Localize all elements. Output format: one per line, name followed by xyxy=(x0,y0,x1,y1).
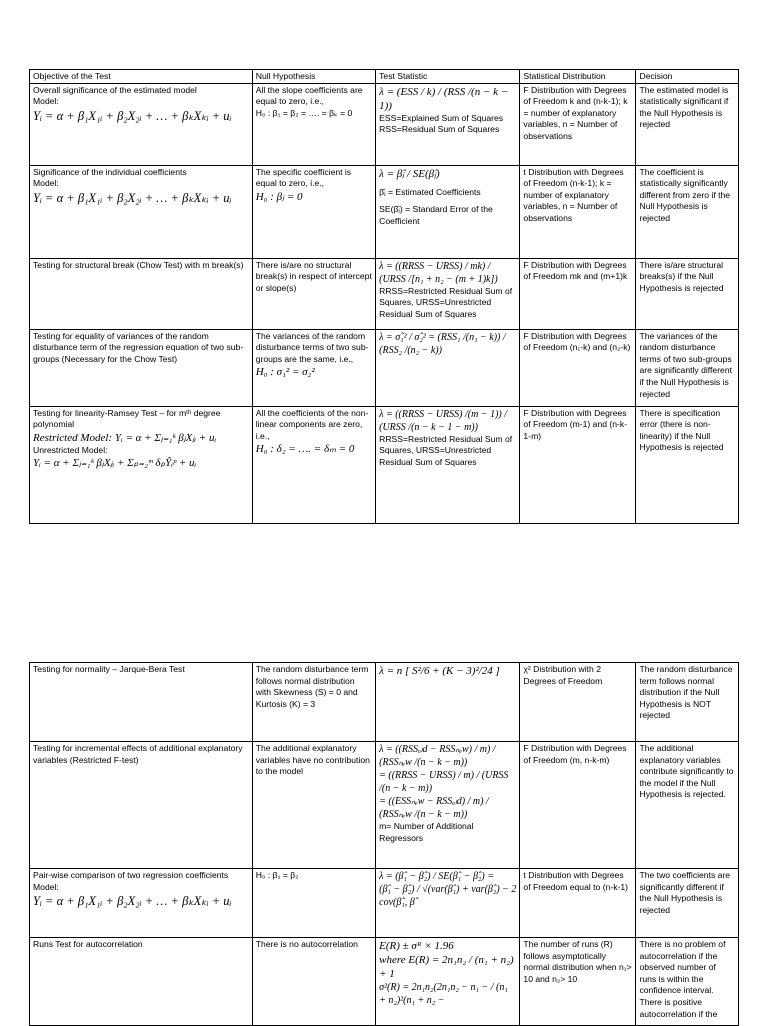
test-statistic-cell xyxy=(376,329,520,406)
distribution-cell: F Distribution with Degrees of Freedom (m-1) and (n-k-1-m) xyxy=(520,406,636,523)
statistic-formula: (β̂₁ − β̂₂) / √(var(β̂₁) + var(β̂₂) − 2 cov(β̂₁, β̂ xyxy=(379,884,519,908)
table-row xyxy=(30,742,739,869)
statistic-text: β̂ⱼ = Estimated Coefficients xyxy=(379,186,481,197)
table-row xyxy=(30,258,739,329)
tests-table-2 xyxy=(29,662,739,1026)
statistic-text: RRSS=Restricted Residual Sum of Squares, URSS=Unrestricted Residual Sum of Squares xyxy=(379,285,515,319)
decision-cell: The variances of the random disturbance terms of two sub-groups are significantly different if the Null Hypothesis is rejected xyxy=(636,329,739,406)
distribution-cell: The number of runs (R) follows asymptotically normal distribution when n₁> 10 and n₂> 10 xyxy=(520,938,636,1026)
table-row xyxy=(30,406,739,523)
null-formula: H₀ : σ₁² = σ₂² xyxy=(255,366,315,379)
statistic-formula: λ = ((RRSS − URSS) /(m − 1)) / (URSS /(n − k − 1 − m)) xyxy=(379,408,510,433)
objective-cell xyxy=(30,258,253,329)
objective-cell xyxy=(30,83,253,165)
distribution-cell: F Distribution with Degrees of Freedom (m, n-k-m) xyxy=(520,742,636,869)
decision-cell: The estimated model is statistically significant if the Null Hypothesis is rejected xyxy=(636,83,739,165)
null-formula: H₀ : δ₂ = …. = δₘ = 0 xyxy=(255,443,355,456)
model-formula: Yᵢ = α + β₁X₁ᵢ + β₂X₂ᵢ + … + βₖXₖᵢ + uᵢ xyxy=(33,108,232,123)
null-hypothesis-cell: There is no autocorrelation xyxy=(252,938,375,1026)
statistic-formula: λ = (ESS / k) / (RSS /(n − k − 1)) xyxy=(379,85,511,112)
null-hypothesis-cell: H₀ : β₁ = β₂ xyxy=(252,869,375,938)
null-formula: H₀ : β₁ = β₂ = …. = βₖ = 0 xyxy=(255,107,353,118)
table-row xyxy=(30,663,739,742)
header-objective: Objective of the Test xyxy=(30,70,253,84)
statistic-formula: λ = σ̂₁² / σ̂₂² = (RSS₁ /(n₁ − k)) / (RSS₂ /(n₂ − k)) xyxy=(379,331,509,356)
table-header-row xyxy=(30,70,739,84)
statistic-formula: = ((RRSS − URSS) / m) / (URSS /(n − k − m)) xyxy=(379,770,511,794)
null-hypothesis-cell xyxy=(252,406,375,523)
objective-text: Model: xyxy=(33,96,59,107)
test-statistic-cell xyxy=(376,83,520,165)
table-row xyxy=(30,165,739,258)
test-statistic-cell xyxy=(376,258,520,329)
decision-cell: The random disturbance term follows normal distribution if the Null Hypothesis is NOT rejected xyxy=(636,663,739,742)
model-formula: Yᵢ = α + β₁X₁ᵢ + β₂X₂ᵢ + … + βₖXₖᵢ + uᵢ xyxy=(33,894,232,909)
null-text: The specific coefficient is equal to zero, i.e., xyxy=(255,166,354,189)
null-hypothesis-cell xyxy=(252,329,375,406)
decision-cell: The coefficient is statistically significantly different from zero if the Null Hypothesis is rejected xyxy=(636,165,739,258)
objective-text: Significance of the individual coefficients xyxy=(33,166,187,177)
null-hypothesis-cell: The random disturbance term follows normal distribution with Skewness (S) = 0 and Kurtosis (K) = 3 xyxy=(252,663,375,742)
distribution-cell: t Distribution with Degrees of Freedom equal to (n-k-1) xyxy=(520,869,636,938)
statistic-formula: λ = ((RSSₒₗd − RSSₙₑw) / m) / (RSSₙₑw /(n − k − m)) xyxy=(379,744,499,768)
distribution-cell: F Distribution with Degrees of Freedom mk and (m+1)k xyxy=(520,258,636,329)
objective-text: Pair-wise comparison of two regression coefficients xyxy=(33,870,229,880)
objective-text: Overall significance of the estimated model xyxy=(33,84,197,95)
objective-cell xyxy=(30,406,253,523)
decision-cell: There is no problem of autocorrelation if the observed number of runs is within the confidence interval. There is positive autocorrelation if the xyxy=(636,938,739,1026)
objective-text: Testing for structural break (Chow Test) with m break(s) xyxy=(33,259,244,270)
header-test-statistic: Test Statistic xyxy=(376,70,520,84)
statistic-formula: where E(R) = 2n₁n₂ / (n₁ + n₂) + 1 xyxy=(379,954,517,980)
test-statistic-cell xyxy=(376,406,520,523)
null-hypothesis-cell: The additional explanatory variables have no contribution to the model xyxy=(252,742,375,869)
objective-text: Model: xyxy=(33,881,59,892)
statistic-text: SE(β̂ⱼ) = Standard Error of the Coefficient xyxy=(379,204,496,226)
statistic-text: RSS=Residual Sum of Squares xyxy=(379,124,500,135)
null-hypothesis-cell xyxy=(252,83,375,165)
decision-cell: The two coefficients are significantly different if the Null Hypothesis is rejected xyxy=(636,869,739,938)
distribution-cell: t Distribution with Degrees of Freedom (n-k-1); k = number of explanatory variables, n = Number of observations xyxy=(520,165,636,258)
objective-cell: Testing for incremental effects of additional explanatory variables (Restricted F-test) xyxy=(30,742,253,869)
statistic-text: RRSS=Restricted Residual Sum of Squares, URSS=Unrestricted Residual Sum of Squares xyxy=(379,433,515,467)
statistic-text: m= Number of Additional Regressors xyxy=(379,821,476,843)
test-statistic-cell xyxy=(376,663,520,742)
unrestricted-model-formula: Yᵢ = α + Σⱼ₌₁ᵏ βⱼXⱼᵢ + Σₚ₌₂ᵐ δₚŶᵢᵖ + uᵢ xyxy=(33,457,197,470)
null-text: All the coefficients of the non-linear components are zero, i.e., xyxy=(255,407,369,441)
null-text: All the slope coefficients are equal to zero, i.e., xyxy=(255,84,365,107)
header-distribution: Statistical Distribution xyxy=(520,70,636,84)
statistic-formula: λ = ((RRSS − URSS) / mk) / (URSS /[n₁ + n₂ − (m + 1)k]) xyxy=(379,260,498,285)
statistic-formula: λ = (β̂₁ − β̂₂) / SE(β̂₁ − β̂₂) = xyxy=(379,871,494,882)
null-hypothesis-cell: There is/are no structural break(s) in respect of intercept or slope(s) xyxy=(252,258,375,329)
table-row xyxy=(30,329,739,406)
header-decision: Decision xyxy=(636,70,739,84)
model-formula: Yᵢ = α + β₁X₁ᵢ + β₂X₂ᵢ + … + βₖXₖᵢ + uᵢ xyxy=(33,190,232,205)
tests-table-1 xyxy=(29,69,739,524)
test-statistic-cell xyxy=(376,742,520,869)
statistic-text: ESS=Explained Sum of Squares xyxy=(379,112,504,123)
distribution-cell: χ² Distribution with 2 Degrees of Freedom xyxy=(520,663,636,742)
null-hypothesis-cell xyxy=(252,165,375,258)
header-null-hypothesis: Null Hypothesis xyxy=(252,70,375,84)
objective-cell xyxy=(30,165,253,258)
statistic-formula: E(R) ± σᴿ × 1.96 xyxy=(379,940,454,952)
statistic-formula: λ = n [ S²/6 + (K − 3)²/24 ] xyxy=(379,665,500,677)
decision-cell: The additional explanatory variables contribute significantly to the model if the Null Hypothesis is rejected. xyxy=(636,742,739,869)
table-row xyxy=(30,938,739,1026)
objective-cell xyxy=(30,869,253,938)
decision-cell: There is specification error (there is non-linearity) if the Null Hypothesis is rejected xyxy=(636,406,739,523)
decision-cell: There is/are structural breaks(s) if the Null Hypothesis is rejected xyxy=(636,258,739,329)
statistic-formula: = ((ESSₙₑw − RSSₒₗd) / m) / (RSSₙₑw /(n − k − m)) xyxy=(379,796,492,820)
test-statistic-cell xyxy=(376,165,520,258)
test-statistic-cell xyxy=(376,869,520,938)
null-text: The variances of the random disturbance terms of two sub-groups are the same, i.e., xyxy=(255,330,369,364)
statistic-formula: σ²(R) = 2n₁n₂(2n₁n₂ − n₁ − / (n₁ + n₂)²(n₁ + n₂ − xyxy=(379,982,511,1006)
statistic-formula: λ = β̂ⱼ / SE(β̂ⱼ) xyxy=(379,167,440,180)
distribution-cell: F Distribution with Degrees of Freedom (n₁-k) and (n₂-k) xyxy=(520,329,636,406)
test-statistic-cell xyxy=(376,938,520,1026)
objective-text: Model: xyxy=(33,178,59,189)
restricted-model-formula: Restricted Model: Yᵢ = α + Σⱼ₌₁ᵏ βⱼXⱼᵢ + uᵢ xyxy=(33,431,217,444)
objective-text: Unrestricted Model: xyxy=(33,444,108,455)
null-formula: H₀ : βⱼ = 0 xyxy=(255,190,303,203)
table-row xyxy=(30,83,739,165)
objective-cell: Runs Test for autocorrelation xyxy=(30,938,253,1026)
objective-cell: Testing for normality – Jarque-Bera Test xyxy=(30,663,253,742)
objective-text: Testing for linearity-Ramsey Test – for mᵗʰ degree polynomial xyxy=(33,407,223,430)
table-row xyxy=(30,869,739,938)
distribution-cell: F Distribution with Degrees of Freedom k and (n-k-1); k = number of explanatory variables, n = Number of observations xyxy=(520,83,636,165)
objective-cell: Testing for equality of variances of the random disturbance term of the regression equation of two sub-groups (Necessary for the Chow Test) xyxy=(30,329,253,406)
